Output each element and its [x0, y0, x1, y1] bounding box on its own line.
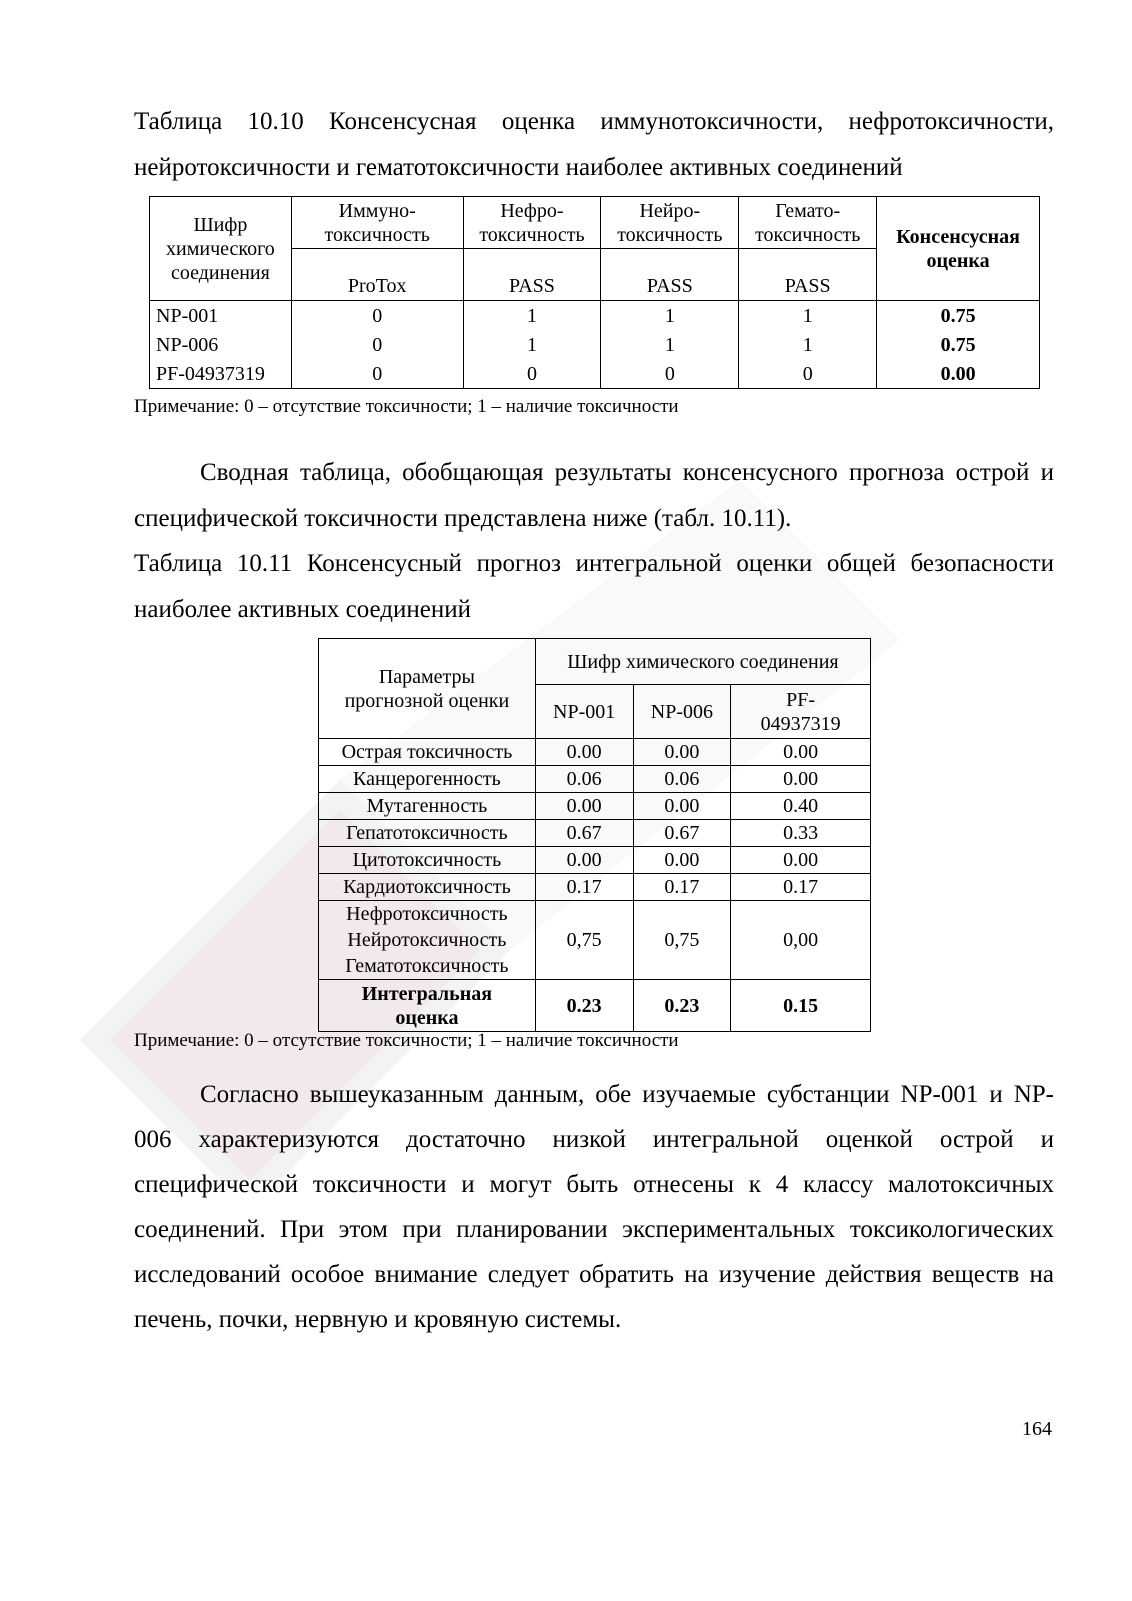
table-row	[319, 847, 871, 874]
paragraph-2-line-5: исследований особое внимание следует обратить на изучение действия веществ на	[134, 1261, 1054, 1288]
cell-integral-value: 0.23	[633, 980, 731, 1032]
cell-value: 0.00	[535, 847, 633, 874]
cell-value: 0.00	[633, 847, 731, 874]
table-row	[319, 766, 871, 793]
cell-value: 0.00	[731, 847, 871, 874]
cell-value: 0.17	[535, 874, 633, 901]
table-row	[319, 820, 871, 847]
cell-value: 0.40	[731, 793, 871, 820]
cell-value: 0.06	[535, 766, 633, 793]
header-compound: NP-001	[535, 685, 633, 739]
header-text: Иммуно-	[338, 200, 416, 222]
cell-nephro: 0	[463, 359, 601, 389]
paragraph-2-line-6: печень, почки, нервную и кровяную системы.	[134, 1306, 622, 1333]
cell-integral-label	[319, 980, 536, 1032]
header-compound-group: Шифр химического соединения	[535, 639, 870, 685]
cell-value: 0.17	[633, 874, 731, 901]
paragraph-2-line-1: Согласно вышеуказанным данным, обе изучаемые субстанции NP-001 и NP-	[200, 1081, 1054, 1108]
table-row	[150, 330, 1040, 359]
cell-value: 0.00	[731, 766, 871, 793]
integral-label-text: Интегральная	[361, 982, 493, 1005]
cell-nephro: 1	[463, 301, 601, 331]
cell-param: Цитотоксичность	[319, 847, 536, 874]
cell-param: Гематотоксичность	[319, 953, 536, 980]
cell-neuro: 1	[601, 301, 739, 331]
paragraph-1-line-1: Сводная таблица, обобщающая результаты консенсусного прогноза острой и	[200, 459, 1054, 486]
cell-param: Острая токсичность	[319, 739, 536, 766]
table-integral-safety	[318, 638, 871, 1032]
header-hemato	[739, 197, 877, 249]
cell-value-merged: 0,75	[535, 901, 633, 980]
paragraph-1-line-2: специфической токсичности представлена ниже (табл. 10.11).	[134, 505, 792, 532]
table-row	[150, 301, 1040, 331]
header-source-pass: PASS	[601, 249, 739, 301]
cell-nephro: 1	[463, 330, 601, 359]
cell-code: NP-006	[150, 330, 292, 359]
table-consensus-toxicity	[149, 196, 1040, 389]
cell-value-merged: 0,75	[633, 901, 731, 980]
cell-param: Мутагенность	[319, 793, 536, 820]
cell-value: 0.00	[633, 739, 731, 766]
table-2-note: Примечание: 0 – отсутствие токсичности; 1 – наличие токсичности	[134, 1030, 679, 1051]
cell-consensus: 0.75	[877, 330, 1040, 359]
cell-value-merged: 0,00	[731, 901, 871, 980]
header-nephro	[463, 197, 601, 249]
cell-immuno: 0	[291, 301, 463, 331]
header-text: PF-	[786, 688, 816, 711]
header-text: Гемато-	[775, 200, 841, 222]
table-row	[319, 793, 871, 820]
header-code	[150, 197, 292, 301]
cell-code: NP-001	[150, 301, 292, 331]
cell-hemato: 1	[739, 330, 877, 359]
header-immuno	[291, 197, 463, 249]
cell-param: Кардиотоксичность	[319, 874, 536, 901]
cell-param: Нейротоксичность	[319, 927, 536, 953]
table-row	[319, 901, 871, 928]
cell-value: 0.67	[535, 820, 633, 847]
header-text: токсичность	[479, 224, 585, 246]
paragraph-2-line-3: специфической токсичности и могут быть отнесены к 4 классу малотоксичных	[134, 1171, 1054, 1198]
header-source-pass: PASS	[739, 249, 877, 301]
header-text: токсичность	[617, 224, 723, 246]
header-params	[319, 639, 536, 739]
table-1-note: Примечание: 0 – отсутствие токсичности; 1 – наличие токсичности	[134, 396, 679, 417]
cell-value: 0.06	[633, 766, 731, 793]
cell-immuno: 0	[291, 359, 463, 389]
cell-value: 0.00	[731, 739, 871, 766]
table-row-integral	[319, 980, 871, 1032]
page-number: 164	[1022, 1418, 1052, 1440]
paragraph-2-line-4: соединений. При этом при планировании экспериментальных токсикологических	[134, 1216, 1054, 1243]
cell-value: 0.00	[633, 793, 731, 820]
header-text: 04937319	[760, 712, 841, 735]
header-text: оценка	[926, 249, 990, 272]
cell-value: 0.17	[731, 874, 871, 901]
header-text: токсичность	[755, 224, 861, 246]
cell-value: 0.00	[535, 793, 633, 820]
cell-neuro: 0	[601, 359, 739, 389]
table-1-caption-line-2: нейротоксичности и гематотоксичности наиболее активных соединений	[134, 154, 903, 181]
header-text: токсичность	[324, 224, 430, 246]
header-consensus	[877, 197, 1040, 301]
cell-neuro: 1	[601, 330, 739, 359]
header-text: соединения	[171, 261, 270, 284]
header-text: Консенсусная	[896, 225, 1020, 248]
header-text: Параметры	[378, 665, 475, 688]
cell-immuno: 0	[291, 330, 463, 359]
table-2-caption-line-2: наиболее активных соединений	[134, 596, 471, 623]
cell-value: 0.33	[731, 820, 871, 847]
header-source-protox: ProTox	[291, 249, 463, 301]
cell-value: 0.00	[535, 739, 633, 766]
integral-label-text: оценка	[395, 1006, 459, 1029]
cell-consensus: 0.00	[877, 359, 1040, 389]
cell-hemato: 0	[739, 359, 877, 389]
header-source-pass: PASS	[463, 249, 601, 301]
cell-integral-value: 0.15	[731, 980, 871, 1032]
cell-param: Канцерогенность	[319, 766, 536, 793]
header-compound	[731, 685, 871, 739]
table-row	[319, 739, 871, 766]
cell-code: PF-04937319	[150, 359, 292, 389]
table-1-caption-line-1: Таблица 10.10 Консенсусная оценка иммунотоксичности, нефротоксичности,	[134, 108, 1054, 135]
cell-consensus: 0.75	[877, 301, 1040, 331]
header-compound: NP-006	[633, 685, 731, 739]
cell-param: Нефротоксичность	[319, 901, 536, 928]
table-row	[150, 359, 1040, 389]
header-text: Нейро-	[639, 200, 701, 222]
header-text: Шифр	[193, 213, 248, 236]
cell-param: Гепатотоксичность	[319, 820, 536, 847]
cell-hemato: 1	[739, 301, 877, 331]
cell-value: 0.67	[633, 820, 731, 847]
table-row	[319, 874, 871, 901]
table-2-caption-line-1: Таблица 10.11 Консенсусный прогноз интегральной оценки общей безопасности	[134, 550, 1054, 577]
header-text: химического	[166, 237, 275, 260]
cell-integral-value: 0.23	[535, 980, 633, 1032]
paragraph-2-line-2: 006 характеризуются достаточно низкой интегральной оценкой острой и	[134, 1126, 1054, 1153]
header-text: Нефро-	[500, 200, 564, 222]
header-neuro	[601, 197, 739, 249]
header-text: прогнозной оценки	[344, 689, 510, 712]
